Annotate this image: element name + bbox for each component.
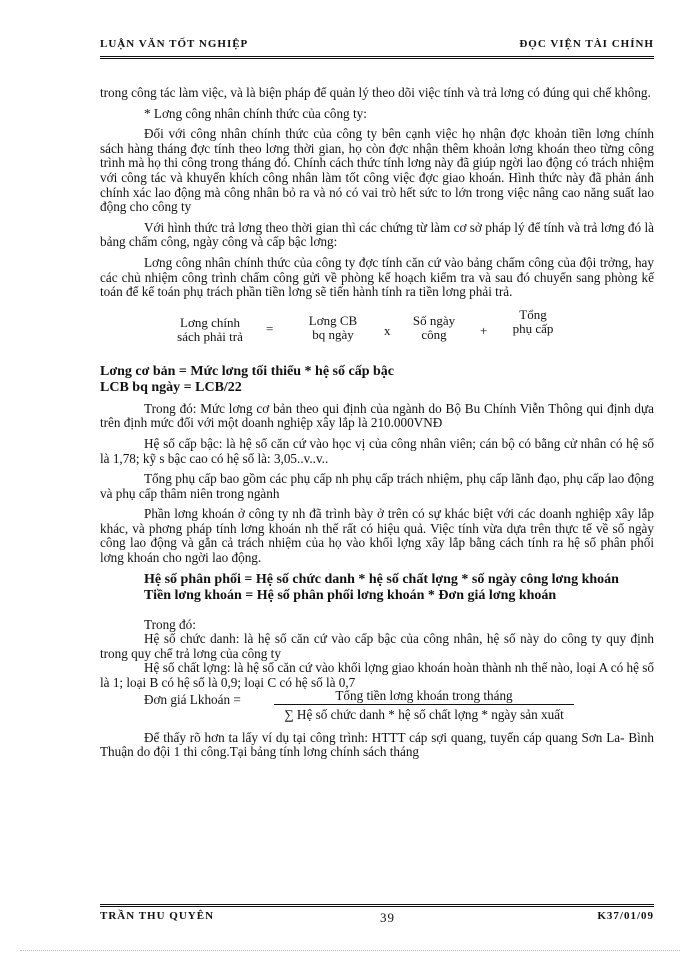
paragraph: Trong đó:	[144, 616, 196, 632]
paragraph: * Lơng công nhân chính thức của công ty:	[144, 105, 367, 121]
equals-sign: =	[266, 320, 274, 336]
page-number: 39	[380, 910, 395, 925]
footer-author: TRẦN THU QUYÊN	[100, 910, 215, 922]
footer-divider	[100, 904, 654, 907]
header-right: ĐỌC VIỆN TÀI CHÍNH	[519, 38, 654, 50]
formula-line: Lơng cơ bản = Mức lơng tối thiểu * hệ số cấp bậc	[100, 363, 394, 379]
paragraph: Phần lơng khoán ở công ty nh đã trình bày ở trên có sự khác biệt với các doanh nghiệp xây lắp khác, và phơng pháp tính lơng khoán nh thế rất có hiệu quả. Việc tính vừa dựa trên thực tế về số ngày công lao động và gắn cả trách nhiệm của họ vào khối lợng xây lắp bằng cách tính ra hệ số phân phối lơng khoán cho ngời lao động.	[100, 506, 654, 566]
formula-denominator: ∑ Hệ số chức danh * hệ số chất lợng * ngày sản xuất	[284, 706, 564, 722]
header-divider	[100, 56, 654, 59]
formula-line: Tiền lơng khoán = Hệ số phân phối lơng khoán * Đơn giá lơng khoán	[144, 587, 557, 603]
formula-text: Lơng chính	[180, 314, 240, 330]
paragraph: Tổng phụ cấp bao gồm các phụ cấp nh phụ cấp trách nhiệm, phụ cấp lãnh đạo, phụ cấp lao động và phụ cấp thâm niên trong ngành	[100, 471, 654, 501]
formula-term	[398, 314, 470, 342]
page-footer	[100, 910, 654, 928]
document-body	[100, 86, 654, 766]
formula-line: Hệ số phân phối = Hệ số chức danh * hệ số chất lợng * số ngày công lơng khoán	[144, 571, 619, 587]
formula-text: phụ cấp	[512, 320, 554, 336]
salary-formula	[100, 306, 654, 354]
paragraph: Với hình thức trả lơng theo thời gian thì các chứng từ làm cơ sở pháp lý để tính và trả lơng đó là bảng chấm công, ngày công và cấp bậc lơng:	[100, 219, 654, 250]
unit-price-formula	[100, 687, 654, 725]
formula-text: Tổng	[519, 306, 547, 322]
formula-text: sách phải trả	[177, 328, 243, 344]
page-header	[100, 36, 654, 54]
paragraph: Lơng công nhân chính thức của công ty đợc tính căn cứ vào bảng chấm công của đội trởng, hay các chủ nhiệm công trình chấm công gửi về phòng kế hoạch kiểm tra và sau đó chuyển sang phòng kế toán để kế toán phụ trách phần tiền lơng sẽ tiến hành tính ra tiền lơng phải trả.	[100, 254, 654, 300]
paragraph: Hệ số cấp bậc: là hệ số căn cứ vào học vị của công nhân viên; cán bộ có bằng cử nhân có hệ số là 1,78; kỹ s bậc cao có hệ số là: 3,05..v..v..	[100, 435, 654, 466]
plus-sign: +	[480, 322, 488, 338]
page-edge-dotted-line	[20, 950, 680, 951]
formula-term	[288, 314, 378, 342]
formula-text: Lơng CB	[308, 312, 358, 328]
formula-lhs	[160, 316, 260, 344]
formula-line: LCB bq ngày = LCB/22	[100, 379, 242, 395]
formula-text: bq ngày	[312, 326, 354, 342]
formula-numerator: Tổng tiền lơng khoán trong tháng	[274, 689, 574, 706]
paragraph: Để thấy rõ hơn ta lấy ví dụ tại công trình: HTTT cáp sợi quang, tuyến cáp quang Sơn La- Bình Thuận do đội 1 thi công.Tại bảng tính lơng chính sách tháng	[100, 729, 654, 760]
paragraph: Hệ số chức danh: là hệ số căn cứ vào cấp bậc của công nhân, hệ số này do công ty quy định trong quy chế trả lơng của công ty	[100, 631, 654, 661]
footer-class-code: K37/01/09	[597, 910, 654, 922]
times-sign: x	[384, 322, 391, 338]
paragraph: Trong đó: Mức lơng cơ bản theo qui định của ngành do Bộ Bu Chính Viễn Thông qui định dựa trên định mức đối với một doanh nghiệp xây lắp là 210.000VNĐ	[100, 400, 654, 431]
paragraph: Đối với công nhân chính thức của công ty bên cạnh việc họ nhận đợc khoản tiền lơng chính sách hàng tháng đợc tính theo lơng thời gian, họ còn đợc nhận thêm khoản lơng khoán theo từng công trình mà họ thi công trong tháng đó. Chính cách thức tính lơng này đã giúp ngời lao động có trách nhiệm với công tác và khuyến khích công nhân làm tốt công việc đợc giao khoán. Hình thức này đã phản ánh chính xác lao động mà công nhân bỏ ra và nó có vai trò hết sức to lớn trong việc nâng cao năng suất lao động cho công ty	[100, 126, 654, 215]
paragraph: Hệ số chất lợng: là hệ số căn cứ vào khối lợng giao khoán hoàn thành nh thế nào, loại A có hệ số là 1; loại B có hệ số là 0,9; loại C có hệ số là 0,7	[100, 660, 654, 691]
formula-label: Đơn giá Lkhoán =	[144, 691, 241, 707]
formula-text: công	[421, 326, 447, 342]
header-left: LUẬN VĂN TỐT NGHIỆP	[100, 38, 249, 50]
formula-text: Số ngày	[412, 312, 456, 328]
formula-term	[498, 308, 568, 336]
paragraph: trong công tác làm việc, và là biện pháp để quản lý theo dõi việc tính và trả lơng có đúng qui chế không.	[100, 85, 651, 100]
